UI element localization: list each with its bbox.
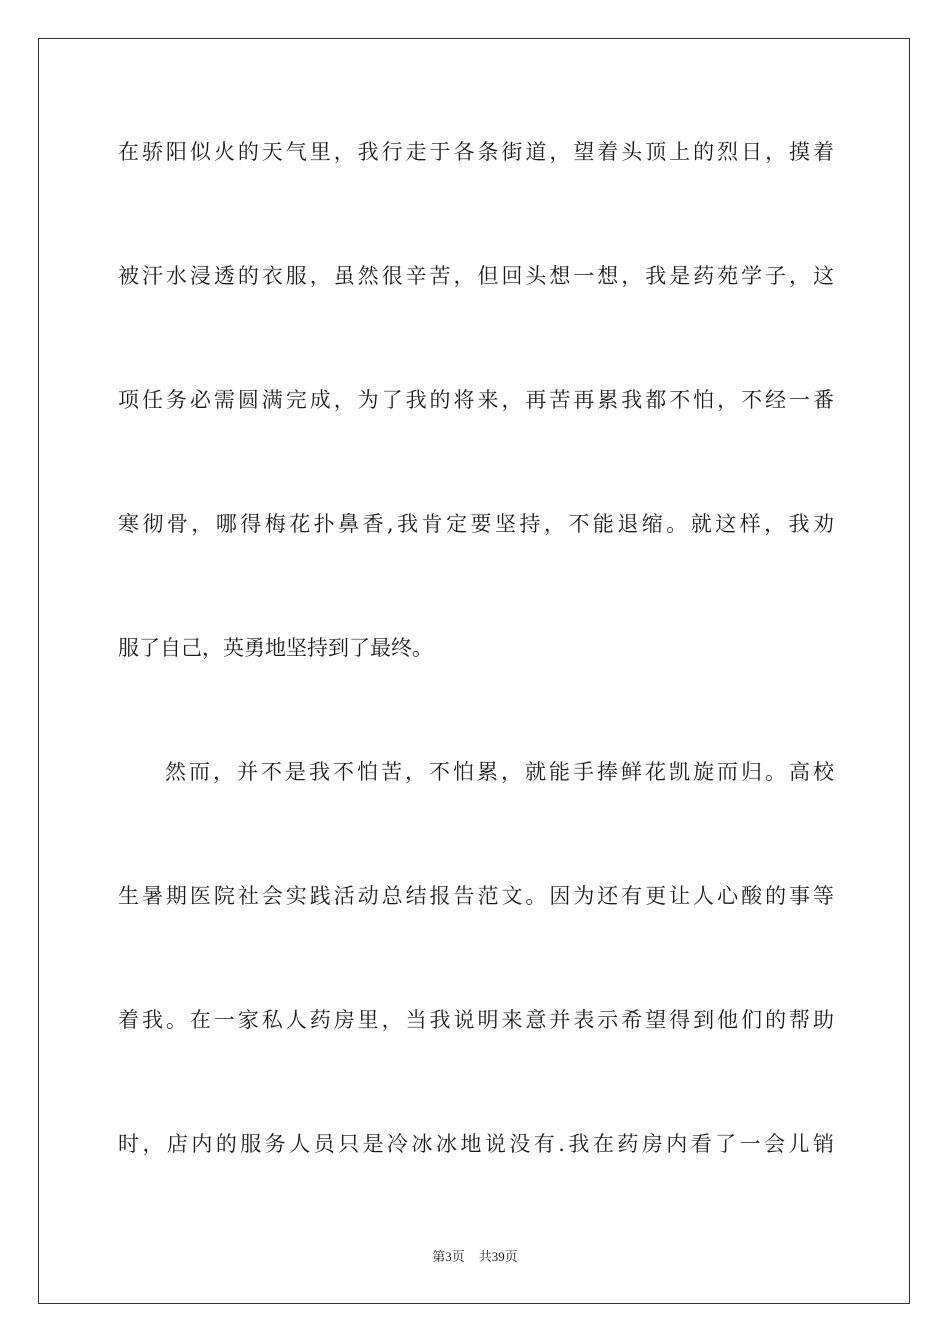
text-line: 项任务必需圆满完成，为了我的将来，再苦再累我都不怕，不经一番 <box>118 388 834 412</box>
text-line: 寒彻骨，哪得梅花扑鼻香,我肯定要坚持，不能退缩。就这样，我劝 <box>118 512 834 536</box>
text-line: 生暑期医院社会实践活动总结报告范文。因为还有更让人心酸的事等 <box>118 884 834 908</box>
page-total: 共39页 <box>478 1249 518 1264</box>
text-line: 着我。在一家私人药房里，当我说明来意并表示希望得到他们的帮助 <box>118 1008 834 1032</box>
page-border <box>38 38 910 1304</box>
page-number: 第3页 <box>432 1249 465 1264</box>
text-line: 服了自己，英勇地坚持到了最终。 <box>118 636 433 660</box>
text-line: 时，店内的服务人员只是冷冰冰地说没有.我在药房内看了一会儿销 <box>118 1132 834 1156</box>
text-line: 在骄阳似火的天气里，我行走于各条街道，望着头顶上的烈日，摸着 <box>118 140 834 164</box>
paragraph-first-line: 然而，并不是我不怕苦，不怕累，就能手捧鲜花凯旋而归。高校 <box>165 760 834 784</box>
page-footer <box>0 1248 950 1266</box>
text-line: 被汗水浸透的衣服，虽然很辛苦，但回头想一想，我是药苑学子，这 <box>118 264 834 288</box>
